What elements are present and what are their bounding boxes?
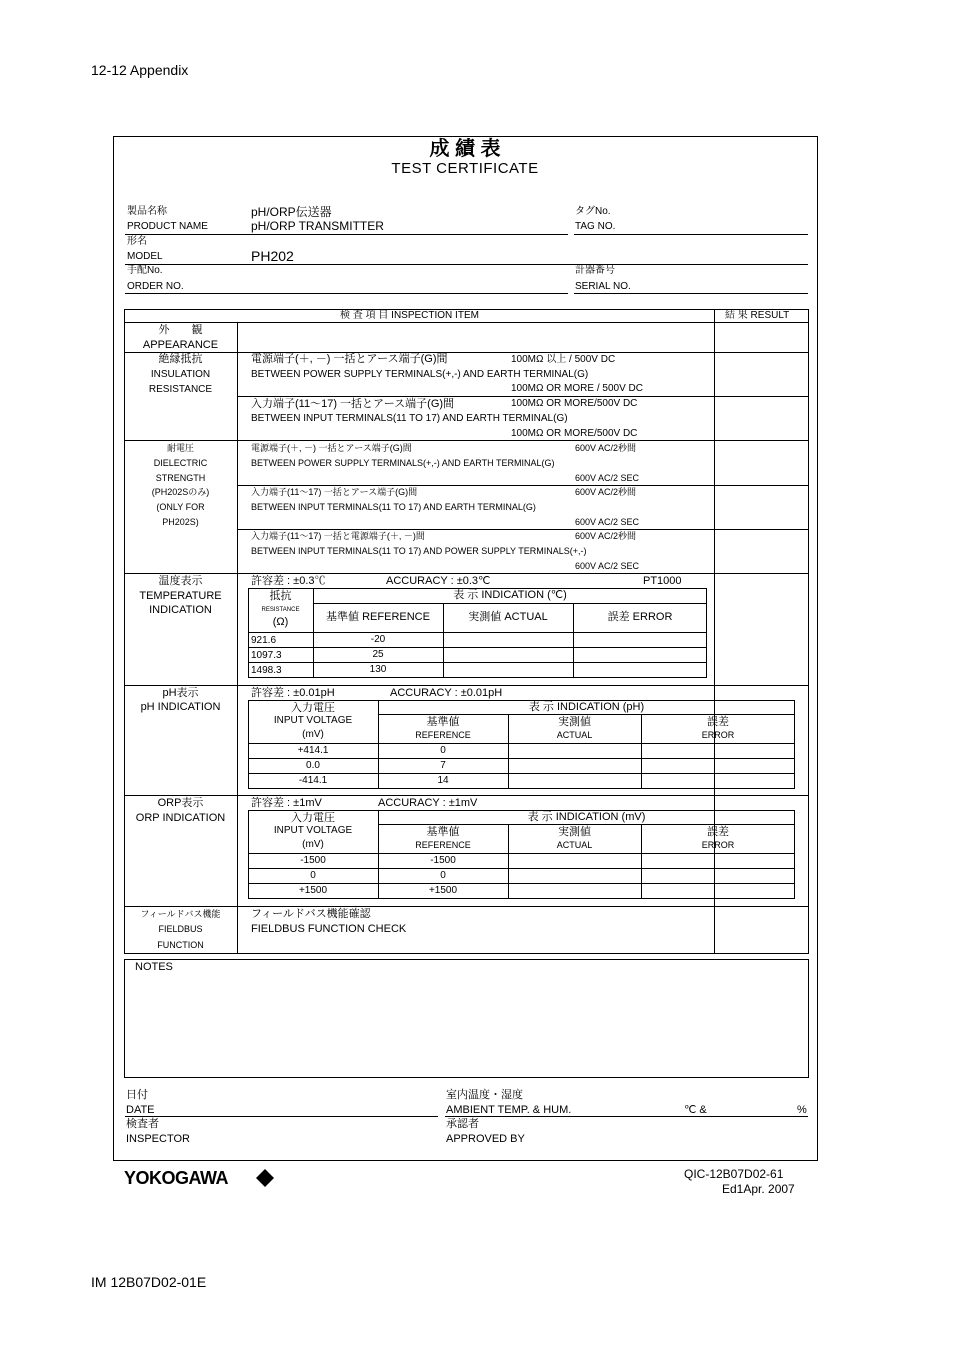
fieldbus-check-jp: フィールドバス機能確認 — [251, 908, 371, 920]
model-label-en: MODEL — [127, 251, 163, 262]
orp-accuracy: ACCURACY : ±1mV — [378, 797, 478, 809]
page-header: 12-12 Appendix — [91, 62, 189, 78]
orp-act-en: ACTUAL — [556, 840, 593, 850]
ph-tolerance: 許容差 : ±0.01pH — [251, 687, 335, 699]
fieldbus-label-en1: FIELDBUS — [158, 924, 203, 934]
title-en: TEST CERTIFICATE — [391, 160, 539, 177]
inspector-label-jp: 検査者 — [126, 1118, 159, 1130]
insulation-label-en2: RESISTANCE — [148, 384, 213, 395]
notes-box — [124, 959, 809, 1078]
model-value: PH202 — [251, 248, 294, 264]
tag-label-jp: タグNo. — [575, 206, 611, 217]
fieldbus-label-jp: フィールドバス機能 — [140, 909, 221, 919]
dielectric-label-en1: DIELECTRIC — [153, 458, 208, 468]
table-cell: +414.1 — [297, 745, 329, 756]
temperature-sensor: PT1000 — [643, 575, 682, 587]
notes-label: NOTES — [135, 961, 173, 973]
temperature-label-jp: 温度表示 — [158, 575, 203, 587]
orp-act-jp: 実測値 — [558, 826, 591, 838]
ph-label-en: pH INDICATION — [140, 701, 221, 713]
ambient-label-en: AMBIENT TEMP. & HUM. — [446, 1104, 572, 1116]
dielectric-r3-spec-jp: 600V AC/2秒間 — [575, 531, 637, 541]
temp-error-header: 誤差 ERROR — [607, 611, 673, 623]
dielectric-r2-spec-jp: 600V AC/2秒間 — [575, 487, 637, 497]
product-label-jp: 製品名称 — [127, 206, 167, 217]
ph-err-jp: 誤差 — [707, 716, 729, 728]
ph-indication-header: 表 示 INDICATION (pH) — [528, 701, 645, 713]
insulation-r2-jp: 入力端子(11～17) 一括とアース端子(G)間 — [251, 398, 455, 410]
table-row: 1097.3 — [251, 650, 282, 661]
inspection-item-header: 検 査 項 目 INSPECTION ITEM — [340, 310, 479, 321]
ph-act-jp: 実測値 — [558, 716, 591, 728]
orp-err-en: ERROR — [701, 840, 735, 850]
orp-err-jp: 誤差 — [707, 826, 729, 838]
order-label-jp: 手配No. — [127, 265, 163, 276]
insulation-label-jp: 絶縁抵抗 — [158, 353, 203, 365]
ph-col-in-unit: (mV) — [302, 729, 324, 740]
ambient-unit-temp: ℃ & — [684, 1104, 707, 1116]
temperature-label-en1: TEMPERATURE — [139, 590, 222, 602]
table-cell: -20 — [370, 634, 386, 645]
table-row: 1498.3 — [251, 665, 282, 676]
insulation-r1-en: BETWEEN POWER SUPPLY TERMINALS(+,-) AND EARTH TERMINAL(G) — [251, 369, 589, 380]
insulation-label-en1: INSULATION — [150, 369, 211, 380]
orp-ref-jp: 基準値 — [426, 826, 460, 838]
orp-col-in-en: INPUT VOLTAGE — [273, 825, 353, 836]
table-cell: 0 — [310, 870, 316, 881]
insulation-r1-spec-jp: 100MΩ 以上 / 500V DC — [511, 354, 616, 365]
ambient-label-jp: 室内温度・湿度 — [446, 1089, 523, 1101]
temp-indication-header: 表 示 INDICATION (℃) — [453, 589, 567, 601]
orp-ref-en: REFERENCE — [415, 840, 471, 850]
dielectric-r2-en: BETWEEN INPUT TERMINALS(11 TO 17) AND EARTH TERMINAL(G) — [251, 502, 536, 512]
temp-col-res-en: RESISTANCE — [261, 607, 300, 613]
dielectric-r1-en: BETWEEN POWER SUPPLY TERMINALS(+,-) AND EARTH TERMINAL(G) — [251, 458, 555, 468]
approved-label-en: APPROVED BY — [446, 1133, 525, 1145]
table-cell: -414.1 — [298, 775, 328, 786]
edition: Ed1Apr. 2007 — [722, 1182, 795, 1196]
dielectric-r1-jp: 電源端子(＋, －) 一括とアース端子(G)間 — [251, 443, 412, 453]
table-cell: 7 — [440, 760, 446, 771]
temp-ref-header: 基準値 REFERENCE — [326, 611, 430, 623]
temp-col-res-jp: 抵抗 — [269, 590, 292, 602]
table-cell: 14 — [437, 775, 449, 786]
table-cell: -1500 — [430, 855, 456, 866]
temperature-label-en2: INDICATION — [149, 604, 212, 616]
ph-accuracy: ACCURACY : ±0.01pH — [390, 687, 503, 699]
table-cell: +1500 — [428, 885, 458, 896]
table-cell: 0 — [440, 745, 446, 756]
orp-label-en: ORP INDICATION — [135, 812, 226, 824]
temperature-accuracy: ACCURACY : ±0.3℃ — [386, 575, 491, 587]
appearance-label-jp: 外 観 — [158, 324, 203, 336]
dielectric-r2-spec-en: 600V AC/2 SEC — [575, 517, 640, 527]
page-footer: IM 12B07D02-01E — [91, 1274, 207, 1290]
insulation-r2-spec-en: 100MΩ OR MORE/500V DC — [511, 428, 638, 439]
fieldbus-label-en2: FUNCTION — [157, 940, 204, 950]
temp-actual-header: 実測値 ACTUAL — [468, 611, 548, 623]
dielectric-label-jp2: (PH202Sのみ) — [151, 487, 210, 497]
date-label-en: DATE — [126, 1104, 155, 1116]
table-cell: 25 — [372, 649, 384, 660]
orp-label-jp: ORP表示 — [157, 797, 204, 809]
ph-col-in-jp: 入力電圧 — [291, 702, 335, 714]
inspector-label-en: INSPECTOR — [126, 1133, 190, 1145]
product-label-en: PRODUCT NAME — [127, 221, 208, 232]
doc-code: QIC-12B07D02-61 — [684, 1167, 784, 1181]
dielectric-r3-spec-en: 600V AC/2 SEC — [575, 561, 640, 571]
table-cell: 130 — [369, 664, 387, 675]
dielectric-r3-en: BETWEEN INPUT TERMINALS(11 TO 17) AND POWER SUPPLY TERMINALS(+,-) — [251, 546, 587, 556]
table-cell: 0 — [440, 870, 446, 881]
yokogawa-logo: YOKOGAWA — [124, 1168, 229, 1188]
ph-err-en: ERROR — [701, 730, 735, 740]
temperature-tolerance: 許容差 : ±0.3℃ — [251, 575, 326, 587]
table-cell: 0.0 — [306, 760, 320, 771]
insulation-r1-spec-en: 100MΩ OR MORE / 500V DC — [511, 383, 643, 394]
table-cell: -1500 — [300, 855, 326, 866]
product-value-jp: pH/ORP伝送器 — [251, 205, 332, 219]
result-header: 結 果 RESULT — [725, 310, 790, 321]
ambient-unit-hum: % — [797, 1104, 807, 1116]
serial-label-jp: 計器番号 — [575, 265, 615, 276]
orp-indication-header: 表 示 INDICATION (mV) — [527, 811, 646, 823]
dielectric-label-en2: STRENGTH — [155, 473, 206, 483]
diamond-logo-icon — [255, 1168, 275, 1188]
insulation-r1-jp: 電源端子(＋, －) 一括とアース端子(G)間 — [251, 353, 448, 365]
ph-label-jp: pH表示 — [162, 687, 199, 699]
dielectric-r1-spec-jp: 600V AC/2秒間 — [575, 443, 637, 453]
orp-col-in-unit: (mV) — [302, 839, 324, 850]
date-label-jp: 日付 — [126, 1089, 148, 1101]
table-cell: +1500 — [298, 885, 328, 896]
ph-ref-jp: 基準値 — [426, 716, 460, 728]
product-value-en: pH/ORP TRANSMITTER — [251, 219, 384, 233]
insulation-r2-en: BETWEEN INPUT TERMINALS(11 TO 17) AND EARTH TERMINAL(G) — [251, 413, 568, 424]
insulation-r2-spec-jp: 100MΩ OR MORE/500V DC — [511, 398, 638, 409]
dielectric-r3-jp: 入力端子(11～17) 一括と電源端子(＋, －)間 — [251, 531, 425, 541]
dielectric-r1-spec-en: 600V AC/2 SEC — [575, 473, 640, 483]
appearance-label-en: APPEARANCE — [142, 339, 219, 351]
ph-ref-en: REFERENCE — [415, 730, 471, 740]
ph-act-en: ACTUAL — [556, 730, 593, 740]
table-row: 921.6 — [251, 635, 277, 646]
dielectric-label-jp: 耐電圧 — [166, 443, 194, 453]
order-label-en: ORDER NO. — [127, 281, 184, 292]
title-jp: 成 績 表 — [429, 138, 501, 160]
ph-col-in-en: INPUT VOLTAGE — [273, 715, 353, 726]
dielectric-label-en4: PH202S) — [162, 517, 199, 527]
orp-col-in-jp: 入力電圧 — [291, 812, 335, 824]
tag-label-en: TAG NO. — [575, 221, 616, 232]
serial-label-en: SERIAL NO. — [575, 281, 631, 292]
model-label-jp: 形名 — [127, 236, 147, 247]
dielectric-label-en3: (ONLY FOR — [156, 502, 205, 512]
approved-label-jp: 承認者 — [446, 1118, 479, 1130]
temp-col-res-unit: (Ω) — [272, 616, 289, 628]
orp-tolerance: 許容差 : ±1mV — [251, 797, 322, 809]
fieldbus-check-en: FIELDBUS FUNCTION CHECK — [251, 923, 407, 935]
dielectric-r2-jp: 入力端子(11～17) 一括とアース端子(G)間 — [251, 487, 418, 497]
